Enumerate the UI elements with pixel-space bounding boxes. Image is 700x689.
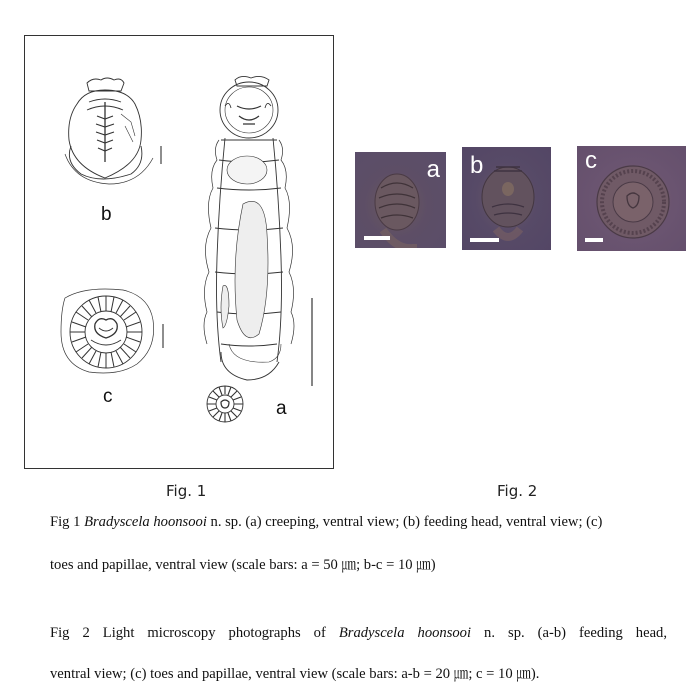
drawing-a-creeping bbox=[204, 76, 294, 422]
panel-label-a: a bbox=[276, 398, 287, 419]
caption-fig2-line1 bbox=[50, 625, 667, 642]
drawing-b-feeding-head bbox=[65, 78, 153, 184]
figure-1-label: Fig. 1 bbox=[166, 482, 207, 500]
caption-fig2-prefix: Fig 2 Light microscopy photographs of bbox=[50, 625, 339, 641]
figure-1-frame bbox=[24, 35, 334, 469]
panel-label-c: c bbox=[103, 386, 113, 407]
caption-fig1-rest: n. sp. (a) creeping, ventral view; (b) feeding head, ventral view; (c) bbox=[206, 514, 603, 530]
photo-c bbox=[577, 146, 686, 251]
panel-label-b: b bbox=[101, 204, 112, 225]
caption-fig1-prefix: Fig 1 bbox=[50, 514, 85, 530]
scale-bar-photo-b bbox=[470, 238, 499, 242]
photo-label-c: c bbox=[585, 147, 597, 174]
drawing-c-toes bbox=[61, 289, 154, 373]
caption-fig2-line2: ventral view; (c) toes and papillae, ventral view (scale bars: a-b = 20 ㎛; c = 10 ㎛). bbox=[50, 666, 540, 682]
scale-bar-photo-c bbox=[585, 238, 603, 242]
photo-label-a: a bbox=[426, 156, 440, 183]
caption-fig1-line1 bbox=[50, 514, 602, 531]
scale-bar-photo-a bbox=[364, 236, 390, 240]
caption-fig1-line2: toes and papillae, ventral view (scale bars: a = 50 ㎛; b-c = 10 ㎛) bbox=[50, 557, 436, 573]
photo-b bbox=[462, 147, 551, 250]
photo-label-b: b bbox=[470, 152, 484, 179]
caption-fig2-species: Bradyscela hoonsooi bbox=[338, 625, 472, 641]
figure-2-label: Fig. 2 bbox=[497, 482, 538, 500]
caption-fig2-rest: n. sp. (a-b) feeding head, bbox=[471, 625, 667, 641]
caption-fig1-species: Bradyscela hoonsooi bbox=[84, 514, 207, 530]
photo-a bbox=[355, 152, 446, 248]
